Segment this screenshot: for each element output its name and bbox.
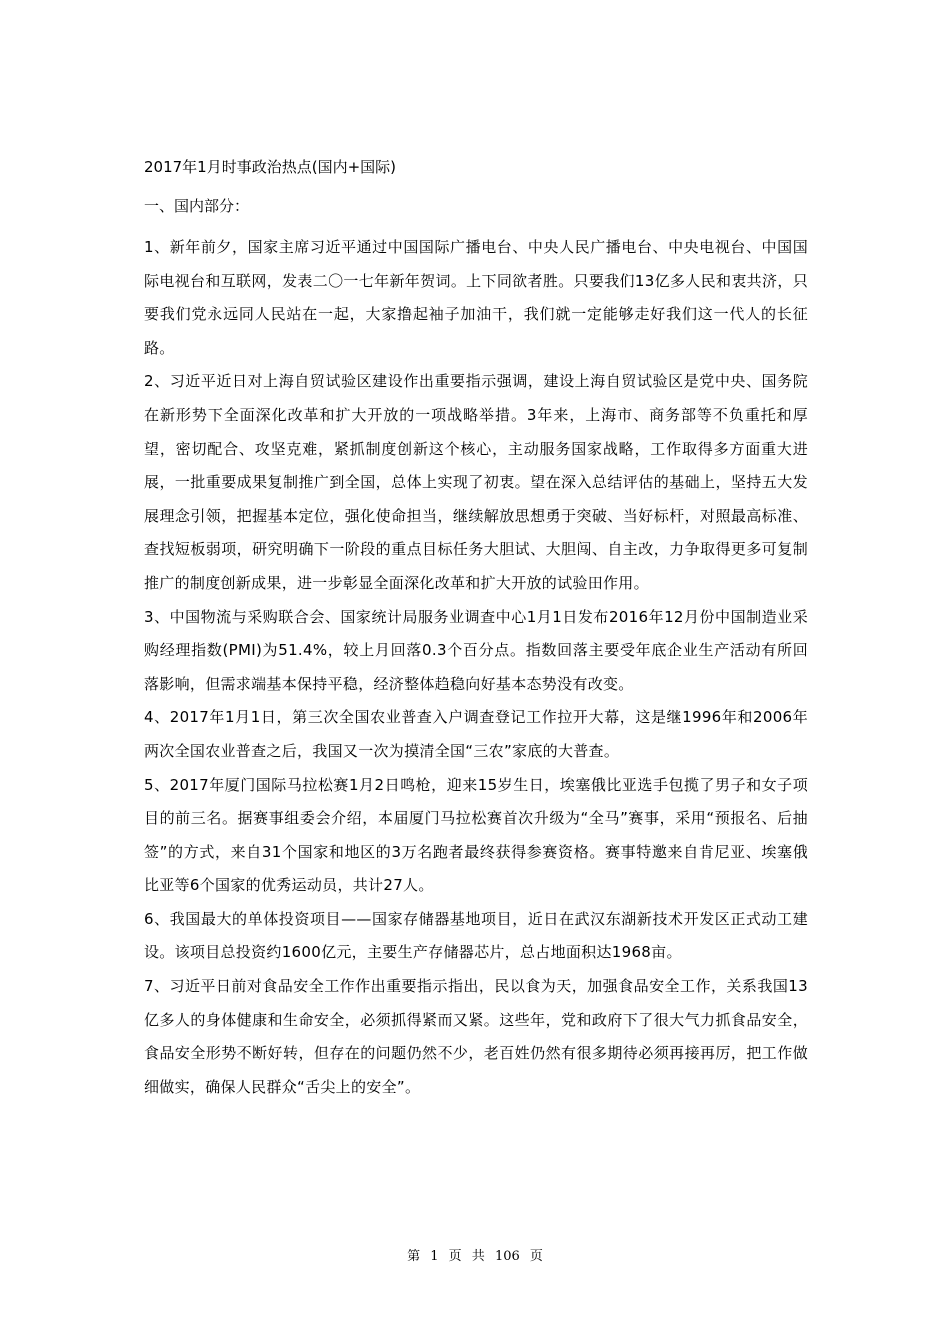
news-item-4: 4、2017年1月1日，第三次全国农业普查入户调查登记工作拉开大幕，这是继1996年和2006年两次全国农业普查之后，我国又一次为摸清全国“三农”家底的大普查。 — [144, 708, 808, 760]
news-item-6: 6、我国最大的单体投资项目——国家存储器基地项目，近日在武汉东湖新技术开发区正式动工建设。该项目总投资约1600亿元，主要生产存储器芯片，总占地面积达1968亩。 — [144, 909, 808, 962]
news-item-1: 1、新年前夕，国家主席习近平通过中国国际广播电台、中央人民广播电台、中央电视台、中国国际电视台和互联网，发表二〇一七年新年贺词。上下同欲者胜。只要我们13亿多人民和衷共济，只要我们党永远同人民站在一起，大家撸起袖子加油干，我们就一定能够走好我们这一代人的长征路。 — [144, 238, 808, 357]
news-item-3: 3、中国物流与采购联合会、国家统计局服务业调查中心1月1日发布2016年12月份中国制造业采购经理指数(PMI)为51.4%，较上月回落0.3个百分点。指数回落主要受年底企业生产活动有所回落影响，但需求端基本保持平稳，经济整体趋稳向好基本态势没有改变。 — [144, 607, 808, 693]
footer-middle-b: 共 — [471, 1249, 485, 1264]
page-footer — [0, 1248, 950, 1266]
section-heading: 一、国内部分： — [144, 197, 250, 215]
footer-prefix: 第 — [407, 1249, 421, 1264]
document-title: 2017年1月时事政治热点(国内+国际) — [144, 158, 396, 176]
news-item-7: 7、习近平日前对食品安全工作作出重要指示指出，民以食为天，加强食品安全工作，关系我国13亿多人的身体健康和生命安全，必须抓得紧而又紧。这些年，党和政府下了很大气力抓食品安全，食品安全形势不断好转，但存在的问题仍然不少，老百姓仍然有很多期待必须再接再厉，把工作做细做实，确保人民群众“舌尖上的安全”。 — [144, 977, 808, 1096]
footer-page-number: 1 — [430, 1249, 439, 1264]
footer-middle-a: 页 — [448, 1249, 462, 1264]
footer-total-pages: 106 — [494, 1249, 520, 1264]
news-item-2: 2、习近平近日对上海自贸试验区建设作出重要指示强调，建设上海自贸试验区是党中央、国务院在新形势下全面深化改革和扩大开放的一项战略举措。3年来，上海市、商务部等不负重托和厚望，密切配合、攻坚克难，紧抓制度创新这个核心，主动服务国家战略，工作取得多方面重大进展，一批重要成果复制推广到全国，总体上实现了初衷。望在深入总结评估的基础上，坚持五大发展理念引领，把握基本定位，强化使命担当，继续解放思想勇于突破、当好标杆，对照最高标准、查找短板弱项，研究明确下一阶段的重点目标任务大胆试、大胆闯、自主改，力争取得更多可复制推广的制度创新成果，进一步彰显全面深化改革和扩大开放的试验田作用。 — [144, 372, 808, 592]
footer-suffix: 页 — [529, 1249, 543, 1264]
document-body — [144, 157, 808, 1104]
news-item-5: 5、2017年厦门国际马拉松赛1月2日鸣枪，迎来15岁生日，埃塞俄比亚选手包揽了男子和女子项目的前三名。据赛事组委会介绍，本届厦门马拉松赛首次升级为“全马”赛事，采用“预报名、后抽签”的方式，来自31个国家和地区的3万名跑者最终获得参赛资格。赛事特邀来自肯尼亚、埃塞俄比亚等6个国家的优秀运动员，共计27人。 — [144, 775, 808, 895]
